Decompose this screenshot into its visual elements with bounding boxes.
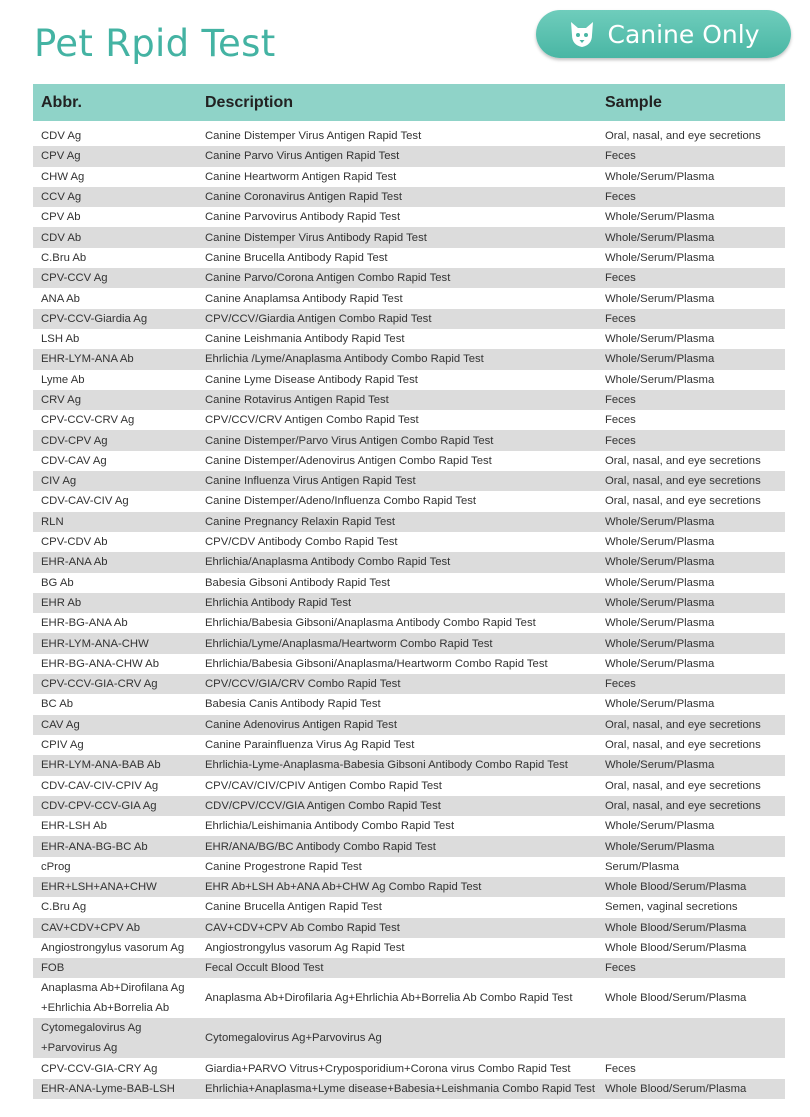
description-cell: Canine Brucella Antibody Rapid Test (199, 248, 602, 268)
sample-cell: Whole/Serum/Plasma (602, 227, 785, 247)
description-cell: CPV/CAV/CIV/CPIV Antigen Combo Rapid Test (199, 776, 602, 796)
abbr-cell: CPV-CCV-CRV Ag (33, 410, 199, 430)
sample-cell: Feces (602, 187, 785, 207)
abbr-cell: CDV-CAV-CIV Ag (33, 491, 199, 511)
description-cell: Canine Rotavirus Antigen Rapid Test (199, 390, 602, 410)
sample-cell: Whole/Serum/Plasma (602, 207, 785, 227)
table-row (33, 451, 785, 471)
table-row (33, 776, 785, 796)
description-cell: Canine Heartworm Antigen Rapid Test (199, 167, 602, 187)
abbr-cell: CPV-CDV Ab (33, 532, 199, 552)
description-cell: Canine Parvovirus Antibody Rapid Test (199, 207, 602, 227)
table-row (33, 126, 785, 146)
description-cell: Canine Parainfluenza Virus Ag Rapid Test (199, 735, 602, 755)
abbr-cell: CPV Ag (33, 146, 199, 166)
abbr-cell: EHR-ANA-BG-BC Ab (33, 836, 199, 856)
sample-cell: Whole/Serum/Plasma (602, 694, 785, 714)
description-cell: Canine Lyme Disease Antibody Rapid Test (199, 370, 602, 390)
abbr-cell: ANA Ab (33, 288, 199, 308)
description-cell: Canine Parvo/Corona Antigen Combo Rapid Test (199, 268, 602, 288)
abbr-cell: Anaplasma Ab+Dirofilana Ag +Ehrlichia Ab+Borrelia Ab (33, 978, 199, 1018)
sample-cell: Whole/Serum/Plasma (602, 167, 785, 187)
sample-cell: Feces (602, 410, 785, 430)
abbr-cell: CDV-CAV-CIV-CPIV Ag (33, 776, 199, 796)
abbr-cell: Lyme Ab (33, 370, 199, 390)
sample-cell: Whole/Serum/Plasma (602, 836, 785, 856)
sample-cell: Oral, nasal, and eye secretions (602, 491, 785, 511)
description-cell: Canine Leishmania Antibody Rapid Test (199, 329, 602, 349)
abbr-cell: CAV+CDV+CPV Ab (33, 918, 199, 938)
sample-cell: Feces (602, 430, 785, 450)
abbr-cell: LSH Ab (33, 329, 199, 349)
canine-only-badge (536, 10, 791, 58)
description-cell: Canine Distemper Virus Antigen Rapid Test (199, 126, 602, 146)
table-row (33, 248, 785, 268)
sample-cell: Whole/Serum/Plasma (602, 613, 785, 633)
abbr-cell: Angiostrongylus vasorum Ag (33, 938, 199, 958)
table-row (33, 349, 785, 369)
column-header-description: Description (205, 93, 294, 111)
badge-label: Canine Only (607, 19, 760, 49)
abbr-cell: C.Bru Ab (33, 248, 199, 268)
description-cell: CPV/CDV Antibody Combo Rapid Test (199, 532, 602, 552)
table-row (33, 978, 785, 1018)
table-row (33, 227, 785, 247)
abbr-cell: EHR-ANA Ab (33, 552, 199, 572)
table-row (33, 633, 785, 653)
sample-cell: Whole/Serum/Plasma (602, 573, 785, 593)
description-cell: Canine Pregnancy Relaxin Rapid Test (199, 512, 602, 532)
sample-cell: Feces (602, 390, 785, 410)
sample-cell: Feces (602, 958, 785, 978)
sample-cell (602, 1018, 785, 1058)
table-row (33, 897, 785, 917)
abbr-cell: EHR-LSH Ab (33, 816, 199, 836)
description-cell: EHR/ANA/BG/BC Antibody Combo Rapid Test (199, 836, 602, 856)
table-row (33, 654, 785, 674)
sample-cell: Whole/Serum/Plasma (602, 755, 785, 775)
sample-cell: Whole/Serum/Plasma (602, 654, 785, 674)
table-row (33, 268, 785, 288)
table-row (33, 755, 785, 775)
table-row (33, 796, 785, 816)
description-cell: Canine Distemper Virus Antibody Rapid Test (199, 227, 602, 247)
description-cell: Ehrlichia+Anaplasma+Lyme disease+Babesia+Leishmania Combo Rapid Test (199, 1079, 602, 1099)
description-cell: Anaplasma Ab+Dirofilaria Ag+Ehrlichia Ab+Borrelia Ab Combo Rapid Test (199, 978, 602, 1018)
table-row (33, 146, 785, 166)
abbr-cell: CDV-CPV Ag (33, 430, 199, 450)
table-row (33, 735, 785, 755)
table-row (33, 207, 785, 227)
description-cell: Fecal Occult Blood Test (199, 958, 602, 978)
abbr-cell: CPV-CCV-GIA-CRV Ag (33, 674, 199, 694)
sample-cell: Oral, nasal, and eye secretions (602, 471, 785, 491)
abbr-cell: CPV-CCV-GIA-CRY Ag (33, 1058, 199, 1078)
sample-cell: Feces (602, 268, 785, 288)
table-row (33, 1018, 785, 1058)
abbr-cell: EHR-ANA-Lyme-BAB-LSH (33, 1079, 199, 1099)
abbr-cell: RLN (33, 512, 199, 532)
test-table (33, 84, 785, 1099)
abbr-cell: CPV Ab (33, 207, 199, 227)
description-cell: Ehrlichia/Babesia Gibsoni/Anaplasma/Heartworm Combo Rapid Test (199, 654, 602, 674)
abbr-cell: CDV-CPV-CCV-GIA Ag (33, 796, 199, 816)
table-row (33, 552, 785, 572)
sample-cell: Feces (602, 309, 785, 329)
sample-cell: Whole/Serum/Plasma (602, 532, 785, 552)
table-row (33, 816, 785, 836)
table-row (33, 1079, 785, 1099)
description-cell: CDV/CPV/CCV/GIA Antigen Combo Rapid Test (199, 796, 602, 816)
description-cell: CPV/CCV/CRV Antigen Combo Rapid Test (199, 410, 602, 430)
table-row (33, 512, 785, 532)
table-row (33, 573, 785, 593)
sample-cell: Whole/Serum/Plasma (602, 370, 785, 390)
sample-cell: Whole Blood/Serum/Plasma (602, 918, 785, 938)
page-title: Pet Rpid Test (34, 22, 276, 65)
abbr-cell: CDV Ag (33, 126, 199, 146)
description-cell: CPV/CCV/GIA/CRV Combo Rapid Test (199, 674, 602, 694)
table-row (33, 370, 785, 390)
table-row (33, 836, 785, 856)
table-row (33, 958, 785, 978)
sample-cell: Oral, nasal, and eye secretions (602, 126, 785, 146)
table-row (33, 532, 785, 552)
sample-cell: Whole Blood/Serum/Plasma (602, 938, 785, 958)
description-cell: CPV/CCV/Giardia Antigen Combo Rapid Test (199, 309, 602, 329)
sample-cell: Oral, nasal, and eye secretions (602, 776, 785, 796)
table-row (33, 471, 785, 491)
table-row (33, 593, 785, 613)
description-cell: Angiostrongylus vasorum Ag Rapid Test (199, 938, 602, 958)
sample-cell: Whole/Serum/Plasma (602, 816, 785, 836)
abbr-cell: CPV-CCV Ag (33, 268, 199, 288)
sample-cell: Whole/Serum/Plasma (602, 512, 785, 532)
description-cell: Canine Anaplamsa Antibody Rapid Test (199, 288, 602, 308)
abbr-cell: BG Ab (33, 573, 199, 593)
sample-cell: Whole/Serum/Plasma (602, 633, 785, 653)
description-cell: Ehrlichia /Lyme/Anaplasma Antibody Combo Rapid Test (199, 349, 602, 369)
abbr-cell: CHW Ag (33, 167, 199, 187)
abbr-cell: Cytomegalovirus Ag +Parvovirus Ag (33, 1018, 199, 1058)
sample-cell: Whole/Serum/Plasma (602, 349, 785, 369)
abbr-cell: CPV-CCV-Giardia Ag (33, 309, 199, 329)
abbr-cell: C.Bru Ag (33, 897, 199, 917)
sample-cell: Whole/Serum/Plasma (602, 593, 785, 613)
sample-cell: Whole Blood/Serum/Plasma (602, 1079, 785, 1099)
table-row (33, 288, 785, 308)
abbr-cell: EHR Ab (33, 593, 199, 613)
sample-cell: Serum/Plasma (602, 857, 785, 877)
description-cell: Canine Distemper/Adenovirus Antigen Combo Rapid Test (199, 451, 602, 471)
abbr-cell: EHR-BG-ANA-CHW Ab (33, 654, 199, 674)
sample-cell: Whole/Serum/Plasma (602, 329, 785, 349)
sample-cell: Oral, nasal, and eye secretions (602, 715, 785, 735)
abbr-cell: CDV-CAV Ag (33, 451, 199, 471)
sample-cell: Whole Blood/Serum/Plasma (602, 877, 785, 897)
abbr-cell: CPIV Ag (33, 735, 199, 755)
description-cell: Canine Influenza Virus Antigen Rapid Test (199, 471, 602, 491)
table-row (33, 1058, 785, 1078)
sample-cell: Oral, nasal, and eye secretions (602, 451, 785, 471)
table-row (33, 309, 785, 329)
sample-cell: Feces (602, 146, 785, 166)
abbr-cell: EHR-LYM-ANA Ab (33, 349, 199, 369)
description-cell: Canine Distemper/Parvo Virus Antigen Combo Rapid Test (199, 430, 602, 450)
description-cell: Ehrlichia/Babesia Gibsoni/Anaplasma Antibody Combo Rapid Test (199, 613, 602, 633)
description-cell: Ehrlichia-Lyme-Anaplasma-Babesia Gibsoni Antibody Combo Rapid Test (199, 755, 602, 775)
description-cell: Canine Coronavirus Antigen Rapid Test (199, 187, 602, 207)
description-cell: Ehrlichia Antibody Rapid Test (199, 593, 602, 613)
description-cell: Babesia Gibsoni Antibody Rapid Test (199, 573, 602, 593)
table-row (33, 329, 785, 349)
table-row (33, 715, 785, 735)
description-cell: Cytomegalovirus Ag+Parvovirus Ag (199, 1018, 602, 1058)
table-row (33, 187, 785, 207)
table-row (33, 430, 785, 450)
sample-cell: Whole/Serum/Plasma (602, 248, 785, 268)
dog-face-icon (567, 19, 597, 49)
description-cell: EHR Ab+LSH Ab+ANA Ab+CHW Ag Combo Rapid Test (199, 877, 602, 897)
abbr-cell: CAV Ag (33, 715, 199, 735)
table-header-row (33, 84, 785, 121)
sample-cell: Semen, vaginal secretions (602, 897, 785, 917)
abbr-cell: EHR-BG-ANA Ab (33, 613, 199, 633)
abbr-cell: cProg (33, 857, 199, 877)
column-header-sample: Sample (605, 93, 662, 111)
table-row (33, 857, 785, 877)
abbr-cell: CRV Ag (33, 390, 199, 410)
description-cell: Giardia+PARVO Vitrus+Cryposporidium+Corona virus Combo Rapid Test (199, 1058, 602, 1078)
description-cell: Ehrlichia/Leishimania Antibody Combo Rapid Test (199, 816, 602, 836)
description-cell: Babesia Canis Antibody Rapid Test (199, 694, 602, 714)
description-cell: Canine Brucella Antigen Rapid Test (199, 897, 602, 917)
description-cell: Ehrlichia/Lyme/Anaplasma/Heartworm Combo Rapid Test (199, 633, 602, 653)
description-cell: Canine Progestrone Rapid Test (199, 857, 602, 877)
abbr-cell: CCV Ag (33, 187, 199, 207)
table-row (33, 938, 785, 958)
abbr-cell: EHR-LYM-ANA-CHW (33, 633, 199, 653)
description-cell: Canine Distemper/Adeno/Influenza Combo Rapid Test (199, 491, 602, 511)
table-row (33, 491, 785, 511)
abbr-cell: FOB (33, 958, 199, 978)
description-cell: Canine Adenovirus Antigen Rapid Test (199, 715, 602, 735)
abbr-cell: EHR-LYM-ANA-BAB Ab (33, 755, 199, 775)
abbr-cell: EHR+LSH+ANA+CHW (33, 877, 199, 897)
table-row (33, 918, 785, 938)
abbr-cell: BC Ab (33, 694, 199, 714)
description-cell: CAV+CDV+CPV Ab Combo Rapid Test (199, 918, 602, 938)
table-row (33, 694, 785, 714)
sample-cell: Whole/Serum/Plasma (602, 288, 785, 308)
sample-cell: Whole Blood/Serum/Plasma (602, 978, 785, 1018)
sample-cell: Feces (602, 674, 785, 694)
description-cell: Ehrlichia/Anaplasma Antibody Combo Rapid Test (199, 552, 602, 572)
table-row (33, 877, 785, 897)
abbr-cell: CIV Ag (33, 471, 199, 491)
sample-cell: Oral, nasal, and eye secretions (602, 796, 785, 816)
table-row (33, 410, 785, 430)
description-cell: Canine Parvo Virus Antigen Rapid Test (199, 146, 602, 166)
table-row (33, 390, 785, 410)
table-row (33, 674, 785, 694)
sample-cell: Whole/Serum/Plasma (602, 552, 785, 572)
abbr-cell: CDV Ab (33, 227, 199, 247)
table-row (33, 613, 785, 633)
column-header-abbr: Abbr. (41, 93, 82, 111)
table-row (33, 167, 785, 187)
sample-cell: Oral, nasal, and eye secretions (602, 735, 785, 755)
sample-cell: Feces (602, 1058, 785, 1078)
